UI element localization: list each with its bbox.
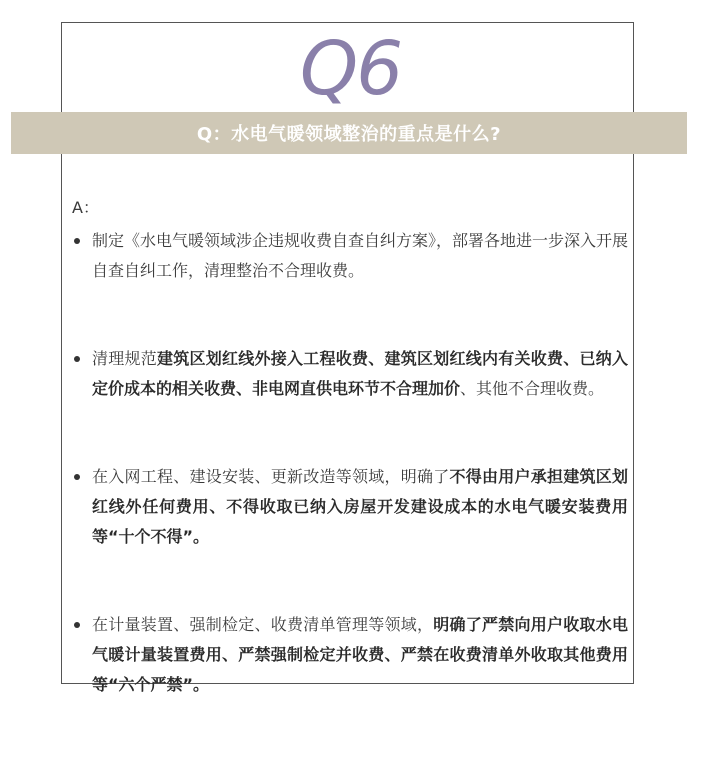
bullet-icon [74, 238, 80, 244]
list-item [72, 344, 628, 404]
question-banner [11, 112, 687, 154]
item-text: 清理规范 [92, 349, 157, 368]
question-text: Q：水电气暖领域整治的重点是什么? [196, 124, 502, 145]
item-text: 在入网工程、建设安装、更新改造等领域，明确了 [92, 467, 450, 486]
bullet-icon [74, 474, 80, 480]
item-bold-text: 不得由用户承担建筑区划红线外任何费用、不得收取已纳入房屋开发建设成本的水电气暖安装费用等“十个不得”。 [92, 467, 628, 546]
list-item [72, 610, 628, 700]
item-bold-text: 明确了严禁向用户收取水电气暖计量装置费用、严禁强制检定并收费、严禁在收费清单外收取其他费用等“六个严禁”。 [92, 615, 628, 694]
bullet-icon [74, 356, 80, 362]
list-item [72, 462, 628, 552]
item-text: 制定《水电气暖领域涉企违规收费自查自纠方案》，部署各地进一步深入开展自查自纠工作，清理整治不合理收费。 [92, 231, 629, 280]
answer-label: A： [72, 198, 99, 217]
answer-list [72, 226, 628, 758]
bullet-icon [74, 622, 80, 628]
list-item [72, 226, 628, 286]
question-number: Q6 [299, 26, 402, 112]
item-text: 、其他不合理收费。 [460, 379, 605, 398]
item-text: 在计量装置、强制检定、收费清单管理等领域， [92, 615, 434, 634]
item-bold-text: 建筑区划红线外接入工程收费、建筑区划红线内有关收费、已纳入定价成本的相关收费、非电网直供电环节不合理加价 [92, 349, 628, 398]
